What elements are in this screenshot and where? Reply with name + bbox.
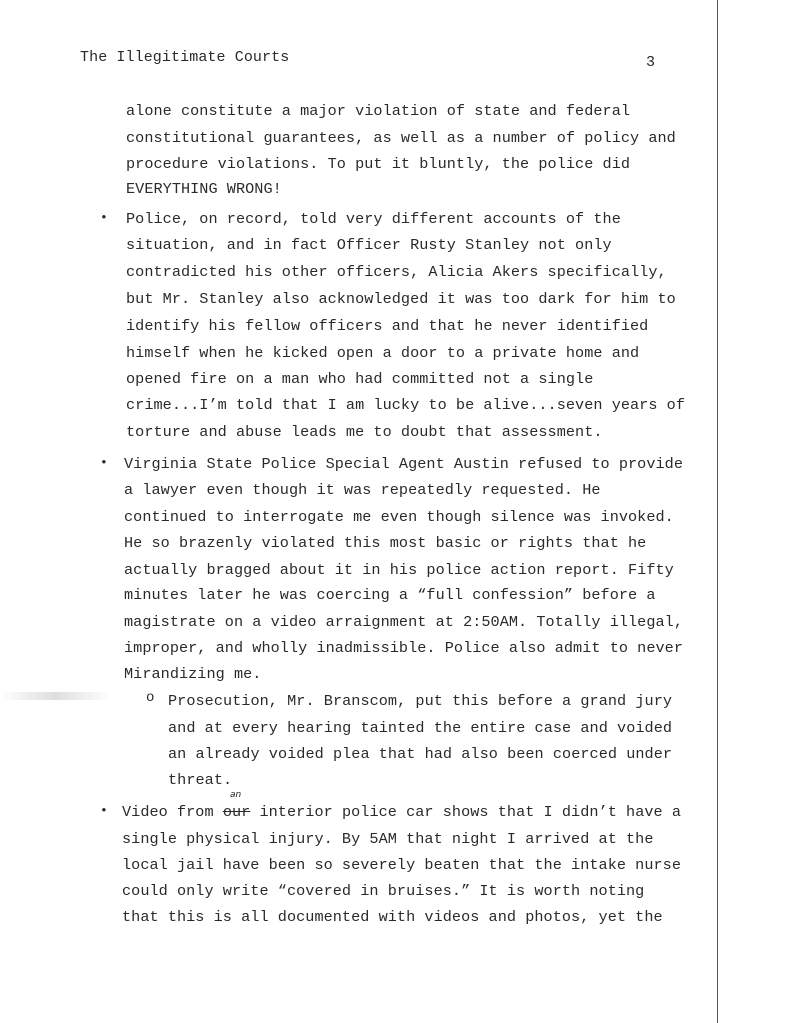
handwritten-correction: an: [230, 790, 242, 800]
bullet-marker: •: [100, 210, 108, 225]
text-line: himself when he kicked open a door to a private home and: [126, 344, 640, 362]
page-edge-divider: [717, 0, 718, 1023]
text-line: magistrate on a video arraignment at 2:50AM. Totally illegal,: [124, 613, 684, 631]
text-line: crime...I’m told that I am lucky to be alive...seven years of: [126, 396, 686, 414]
text-line: single physical injury. By 5AM that night I arrived at the: [122, 830, 654, 848]
text-line: local jail have been so severely beaten that the intake nurse: [122, 856, 682, 874]
struck-word: our: [222, 803, 251, 821]
text-line: opened fire on a man who had committed not a single: [126, 370, 594, 388]
bullet-marker: •: [100, 455, 108, 470]
text-line: Virginia State Police Special Agent Austin refused to provide: [124, 455, 684, 473]
text-line: actually bragged about it in his police action report. Fifty: [124, 561, 674, 579]
text-line: alone constitute a major violation of state and federal: [126, 102, 631, 120]
text-line: EVERYTHING WRONG!: [126, 180, 282, 198]
text-line-with-correction: [122, 803, 681, 821]
text-line: improper, and wholly inadmissible. Police also admit to never: [124, 639, 684, 657]
page-number: 3: [646, 54, 656, 71]
text-line: could only write “covered in bruises.” It is worth noting: [122, 882, 645, 900]
text-line: procedure violations. To put it bluntly, the police did: [126, 155, 631, 173]
scan-smudge: [0, 692, 110, 700]
text-line: a lawyer even though it was repeatedly requested. He: [124, 481, 601, 499]
bullet-marker: •: [100, 803, 108, 818]
text-segment: interior police car shows that I didn’t have a: [250, 803, 682, 821]
text-line: threat.: [168, 771, 233, 789]
text-line: contradicted his other officers, Alicia Akers specifically,: [126, 263, 667, 281]
text-line: torture and abuse leads me to doubt that assessment.: [126, 423, 603, 441]
text-line: situation, and in fact Officer Rusty Stanley not only: [126, 236, 612, 254]
sub-bullet-marker: o: [146, 690, 155, 706]
text-line: but Mr. Stanley also acknowledged it was too dark for him to: [126, 290, 676, 308]
text-line: an already voided plea that had also been coerced under: [168, 745, 673, 763]
running-header-title: The Illegitimate Courts: [80, 49, 290, 66]
text-line: that this is all documented with videos and photos, yet the: [122, 908, 663, 926]
text-line: Prosecution, Mr. Branscom, put this before a grand jury: [168, 692, 673, 710]
text-line: minutes later he was coercing a “full confession” before a: [124, 586, 656, 604]
text-line: identify his fellow officers and that he never identified: [126, 317, 649, 335]
text-segment: Video from: [122, 803, 223, 821]
text-line: continued to interrogate me even though silence was invoked.: [124, 508, 674, 526]
text-line: He so brazenly violated this most basic or rights that he: [124, 534, 647, 552]
text-line: Police, on record, told very different accounts of the: [126, 210, 621, 228]
text-line: constitutional guarantees, as well as a number of policy and: [126, 129, 676, 147]
text-line: and at every hearing tainted the entire case and voided: [168, 719, 673, 737]
text-line: Mirandizing me.: [124, 665, 262, 683]
